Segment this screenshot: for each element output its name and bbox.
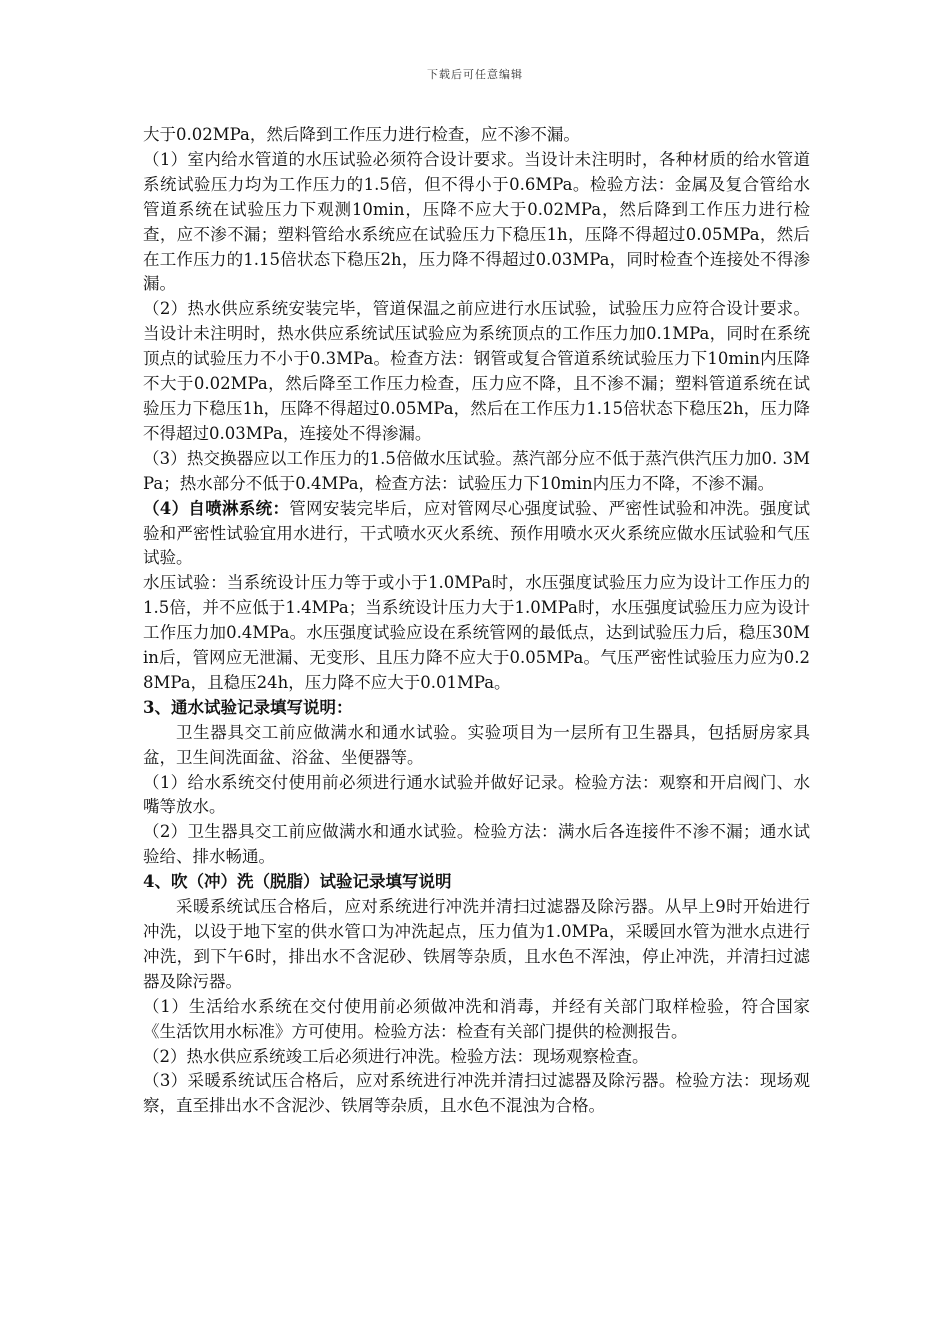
document-body bbox=[143, 123, 810, 1119]
paragraph-water-supply-flow-test: （1）给水系统交付使用前必须进行通水试验并做好记录。检验方法：观察和开启阀门、水嘴等放水。 bbox=[143, 772, 810, 817]
sprinkler-system-label: （4）自喷淋系统： bbox=[143, 498, 290, 518]
paragraph-domestic-water-flushing: （1）生活给水系统在交付使用前必须做冲洗和消毒，并经有关部门取样检验，符合国家《生活饮用水标准》方可使用。检验方法：检查有关部门提供的检测报告。 bbox=[143, 996, 810, 1041]
page-header: 下载后可任意编辑 bbox=[427, 68, 523, 81]
paragraph-indoor-water-supply-test: （1）室内给水管道的水压试验必须符合设计要求。当设计未注明时，各种材质的给水管道系统试验压力均为工作压力的1.5倍，但不得小于0.6MPa。检验方法：金属及复合管给水管道系统在试验压力下观测10min，压降不应大于0.02MPa，然后降到工作压力进行检查，应不渗不漏；塑料管给水系统应在试验压力下稳压1h，压降不得超过0.05MPa，然后在工作压力的1.15倍状态下稳压2h，压力降不得超过0.03MPa，同时检查个连接处不得渗漏。 bbox=[143, 149, 810, 294]
paragraph-sanitary-fixtures-intro: 卫生器具交工前应做满水和通水试验。实验项目为一层所有卫生器具，包括厨房家具盆，卫生间洗面盆、浴盆、坐便器等。 bbox=[143, 722, 810, 767]
paragraph-hot-water-supply-test: （2）热水供应系统安装完毕，管道保温之前应进行水压试验，试验压力应符合设计要求。当设计未注明时，热水供应系统试压试验应为系统顶点的工作压力加0.1MPa，同时在系统顶点的试验压力不小于0.3MPa。检查方法：钢管或复合管道系统试验压力下10min内压降不大于0.02MPa，然后降至工作压力检查，压力应不降，且不渗不漏；塑料管道系统在试验压力下稳压1h，压降不得超过0.05MPa，然后在工作压力1.15倍状态下稳压2h，压力降不得超过0.03MPa，连接处不得渗漏。 bbox=[143, 299, 810, 443]
paragraph-heating-flushing: （3）采暖系统试压合格后，应对系统进行冲洗并清扫过滤器及除污器。检验方法：现场观察，直至排出水不含泥沙、铁屑等杂质，且水色不混浊为合格。 bbox=[143, 1071, 810, 1116]
paragraph-hot-water-flushing: （2）热水供应系统竣工后必须进行冲洗。检验方法：现场观察检查。 bbox=[143, 1046, 649, 1066]
paragraph-heat-exchanger-test: （3）热交换器应以工作压力的1.5倍做水压试验。蒸汽部分应不低于蒸汽供汽压力加0. 3MPa；热水部分不低于0.4MPa，检查方法：试验压力下10min内压力不降，不渗不漏。 bbox=[143, 448, 810, 493]
paragraph-heating-flushing-intro: 采暖系统试压合格后，应对系统进行冲洗并清扫过滤器及除污器。从早上9时开始进行冲洗，以设于地下室的供水管口为冲洗起点，压力值为1.0MPa，采暖回水管为泄水点进行冲洗，到下午6时，排出水不含泥砂、铁屑等杂质，且水色不浑浊，停止冲洗，并清扫过滤器及除污器。 bbox=[143, 897, 810, 991]
section-heading-flushing-test: 4、吹（冲）洗（脱脂）试验记录填写说明 bbox=[143, 872, 452, 892]
paragraph-sanitary-fixtures-test: （2）卫生器具交工前应做满水和通水试验。检验方法：满水后各连接件不渗不漏；通水试验给、排水畅通。 bbox=[143, 822, 810, 867]
section-heading-water-flow-test: 3、通水试验记录填写说明： bbox=[143, 697, 353, 717]
paragraph-continuation: 大于0.02MPa，然后降到工作压力进行检查，应不渗不漏。 bbox=[143, 125, 580, 144]
sprinkler-system-text: 管网安装完毕后，应对管网尽心强度试验、严密性试验和冲洗。强度试验和严密性试验宜用水进行，干式喷水灭火系统、预作用喷水灭火系统应做水压试验和气压试验。 bbox=[143, 498, 811, 568]
paragraph-sprinkler-system bbox=[143, 497, 810, 572]
paragraph-hydrostatic-test: 水压试验：当系统设计压力等于或小于1.0MPa时，水压强度试验压力应为设计工作压力的1.5倍，并不应低于1.4MPa；当系统设计压力大于1.0MPa时，水压强度试验压力应为设计工作压力加0.4MPa。水压强度试验应设在系统管网的最低点，达到试验压力后，稳压30Min后，管网应无泄漏、无变形、且压力降不应大于0.05MPa。气压严密性试验压力应为0.28MPa，且稳压24h，压力降不应大于0.01MPa。 bbox=[143, 573, 810, 692]
